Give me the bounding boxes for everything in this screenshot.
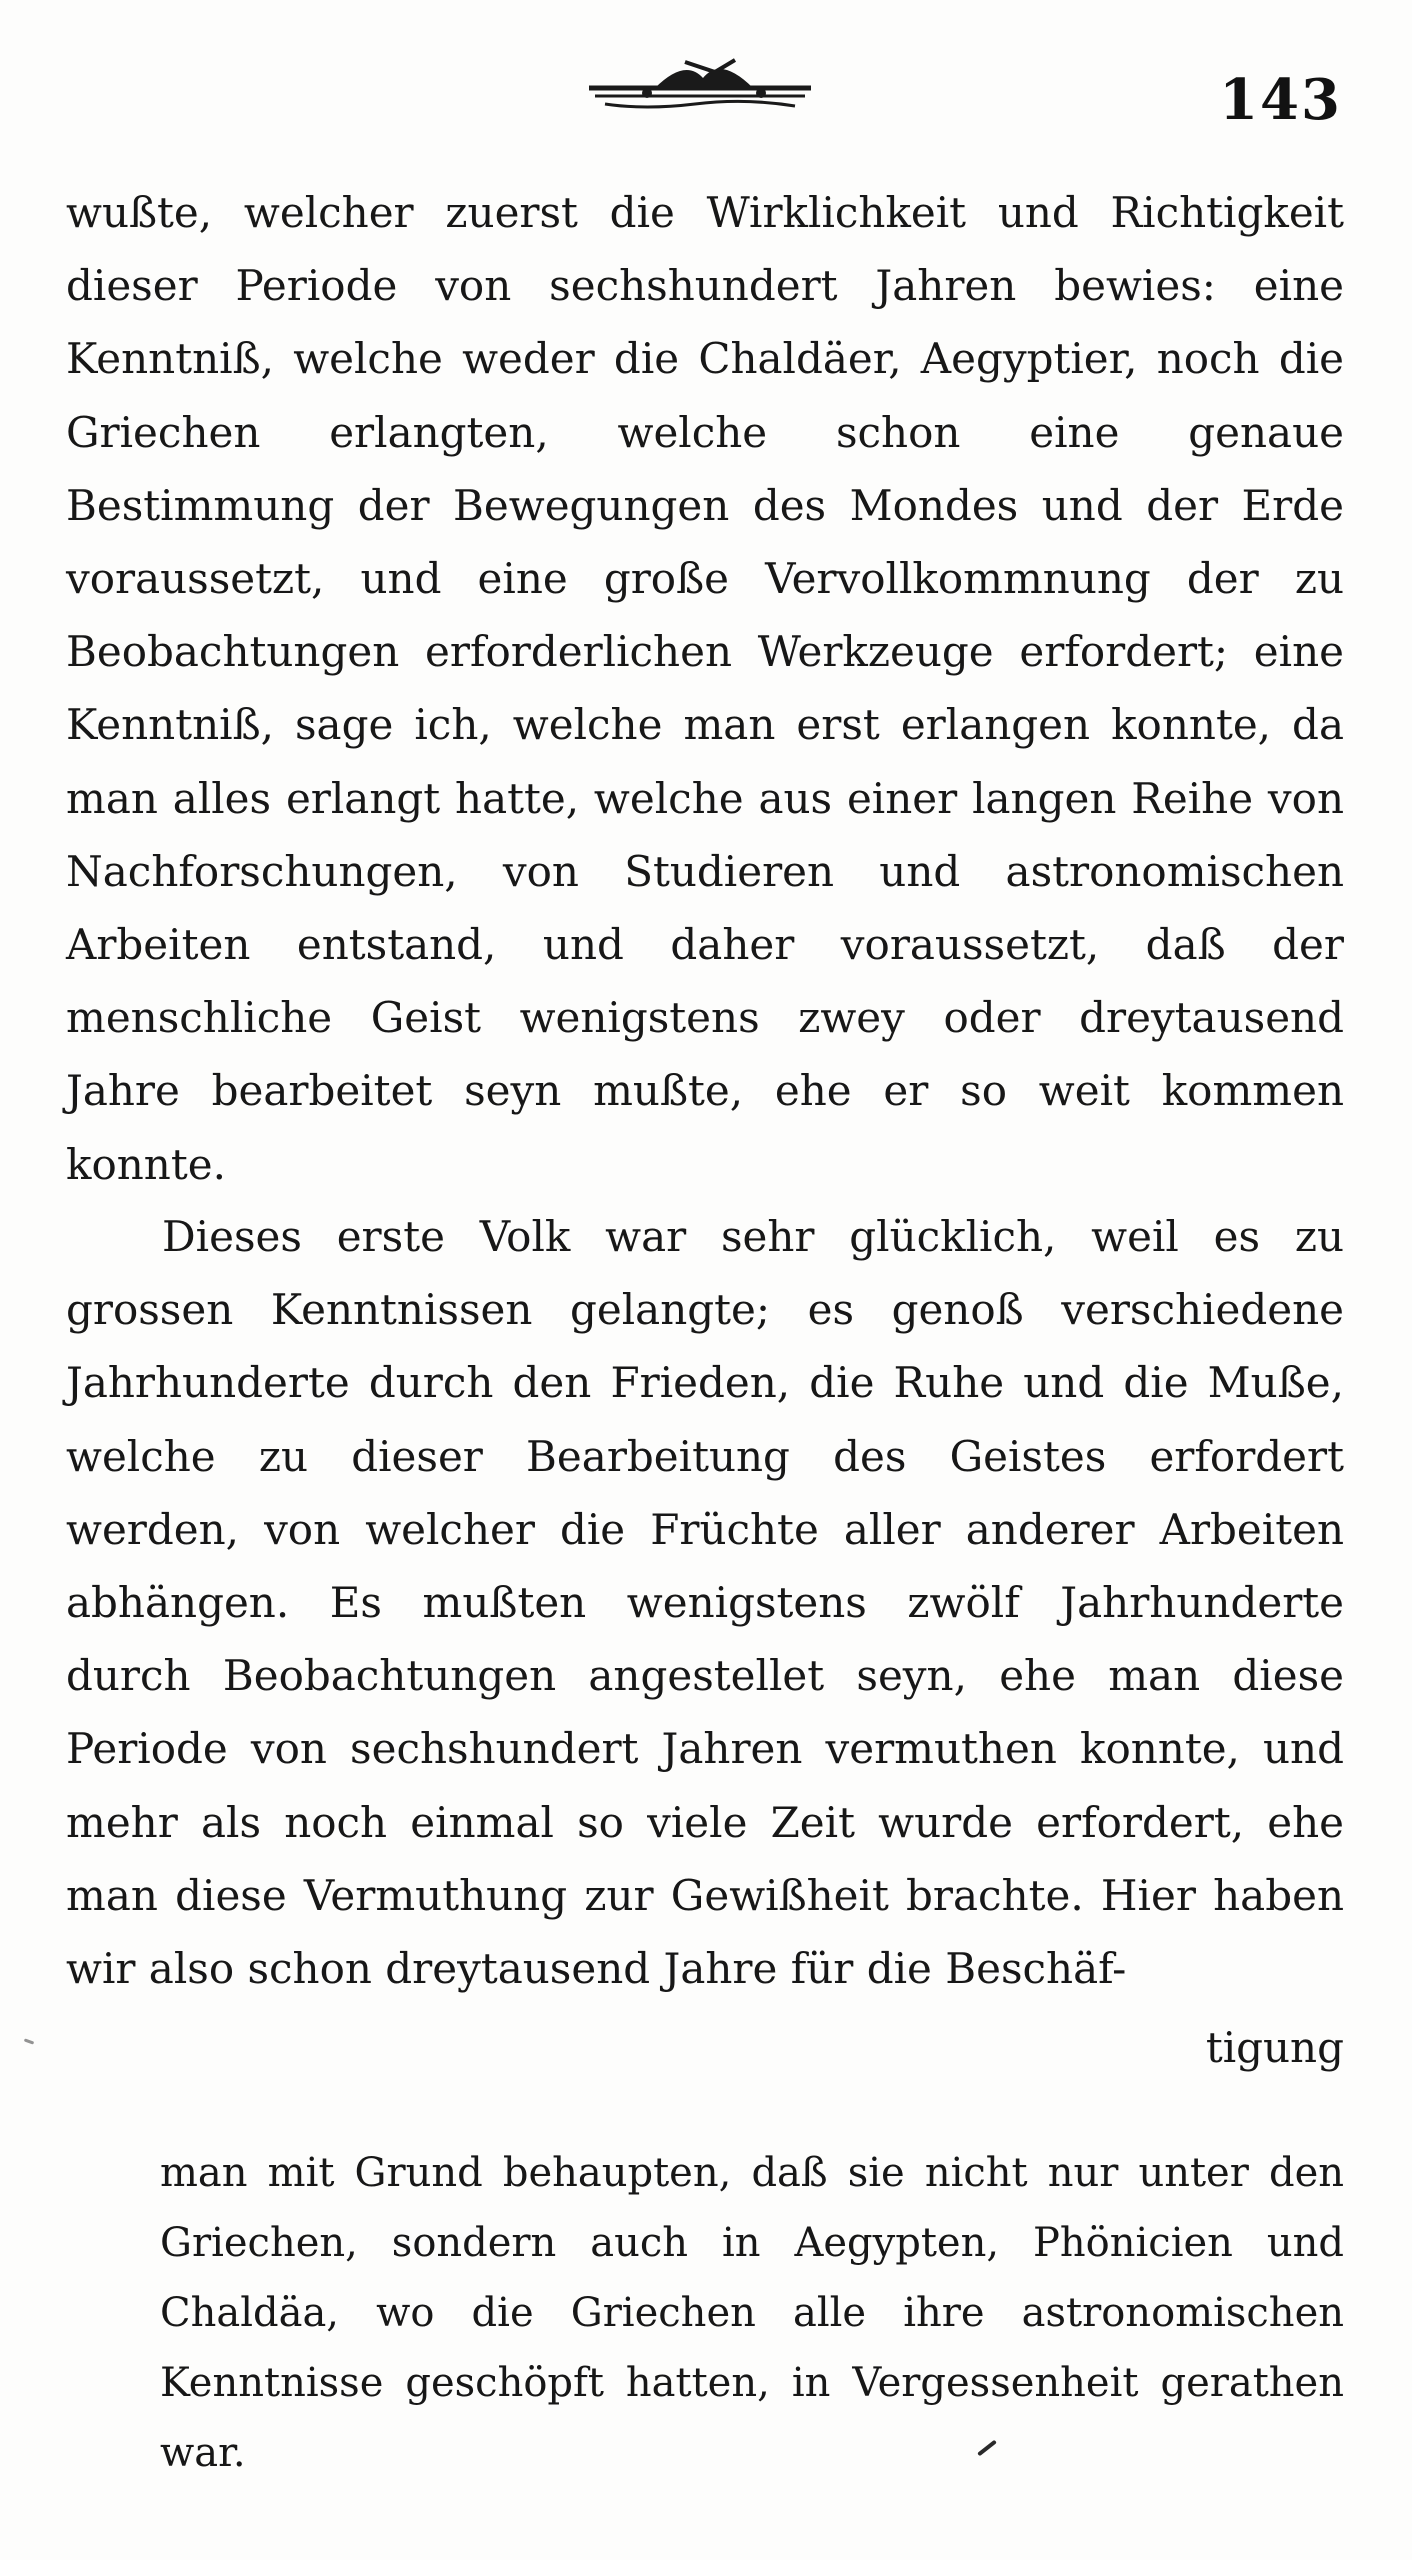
catchword: tigung [1205, 2023, 1344, 2072]
body-paragraph-2 [66, 1200, 1344, 2005]
ink-speck [24, 2038, 34, 2044]
paragraph-1-text: wußte, welcher zuerst die Wirklichkeit und Richtigkeit dieser Periode von sechshundert Jahren bewies: eine Kenntniß, welche weder die Chaldäer, Aegyptier, noch die Griechen erlangten, welche schon eine genaue Bestimmung der Bewegungen des Mondes und der Erde voraussetzt, und eine große Vervollkommnung der zu Beobachtungen erforderlichen Werkzeuge erfordert; eine Kenntniß, sage ich, welche man erst erlangen konnte, da man alles erlangt hatte, welche aus einer langen Reihe von Nachforschungen, von Studieren und astronomischen Arbeiten entstand, und daher voraussetzt, daß der menschliche Geist wenigstens zwey oder dreytausend Jahre bearbeitet seyn mußte, ehe er so weit kommen konnte. [66, 188, 1344, 1189]
page-number: 143 [1219, 67, 1342, 133]
footnote [160, 2138, 1344, 2488]
paragraph-2-text: Dieses erste Volk war sehr glücklich, weil es zu grossen Kenntnissen gelangte; es genoß verschiedene Jahrhunderte durch den Frieden, die Ruhe und die Muße, welche zu dieser Bearbeitung des Geistes erfordert werden, von welcher die Früchte aller anderer Arbeiten abhängen. Es mußten wenigstens zwölf Jahrhunderte durch Beobachtungen angestellet seyn, ehe man diese Periode von sechshundert Jahren vermuthen konnte, und mehr als noch einmal so viele Zeit wurde erfordert, ehe man diese Vermuthung zur Gewißheit brachte. Hier haben wir also schon dreytausend Jahre für die Beschäf- [66, 1212, 1344, 1994]
body-paragraph-1 [66, 176, 1344, 1201]
decorative-flourish-icon [585, 48, 815, 118]
footnote-text: man mit Grund behaupten, daß sie nicht nur unter den Griechen, sondern auch in Aegypten, Phönicien und Chaldäa, wo die Griechen alle ihre astronomischen Kenntnisse geschöpft hatten, in Vergessenheit gerathen war. [160, 2150, 1344, 2476]
